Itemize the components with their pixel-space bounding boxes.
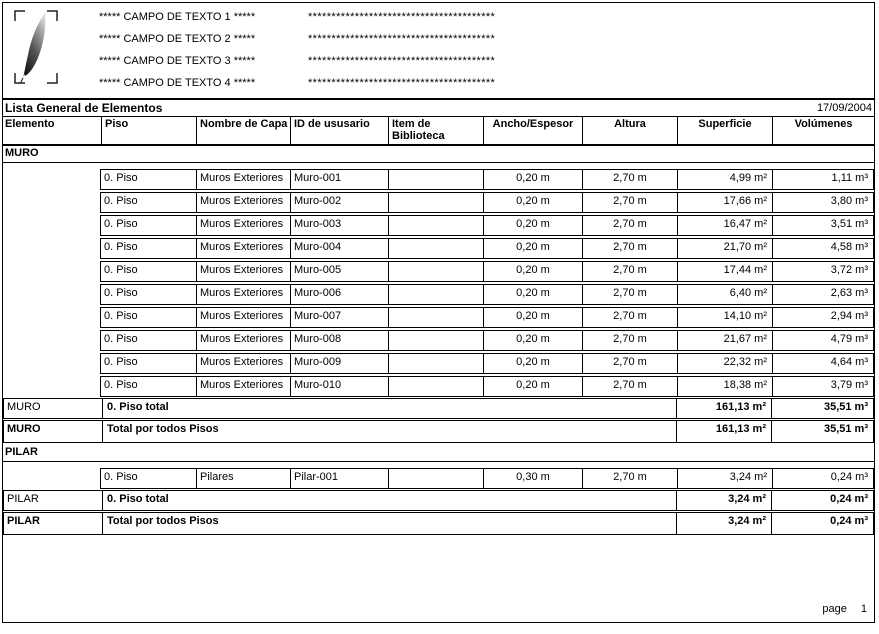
cell-volumenes: 3,51 m³	[772, 216, 873, 235]
cell-piso: 0. Piso	[104, 195, 138, 207]
group-header-muro: MURO	[3, 146, 874, 163]
cell-item-de-biblioteca	[388, 239, 483, 258]
cell-volumenes: 0,24 m³	[772, 469, 873, 488]
total-volumenes: 35,51 m³	[771, 399, 873, 418]
cell-superficie: 14,10 m²	[677, 308, 772, 327]
total-label: 0. Piso total	[102, 491, 676, 510]
cell-altura: 2,70 m	[582, 239, 677, 258]
cell-id-de-usuario: Muro-003	[290, 216, 388, 235]
cell-volumenes: 1,11 m³	[772, 170, 873, 189]
cell-item-de-biblioteca	[388, 262, 483, 281]
cell-altura: 2,70 m	[582, 170, 677, 189]
cell-ancho-espesor: 0,20 m	[483, 239, 582, 258]
total-volumenes: 0,24 m³	[771, 513, 873, 534]
table-row	[100, 353, 874, 374]
col-header-altura: Altura	[582, 117, 677, 144]
cell-item-de-biblioteca	[388, 285, 483, 304]
cell-superficie: 4,99 m²	[677, 170, 772, 189]
group-rows-muro	[3, 169, 874, 397]
elemento-column-spacer	[3, 468, 100, 489]
cell-piso: 0. Piso	[104, 218, 138, 230]
page-footer	[822, 603, 867, 615]
cell-item-de-biblioteca	[388, 193, 483, 212]
col-header-superficie: Superficie	[677, 117, 772, 144]
cell-ancho-espesor: 0,20 m	[483, 354, 582, 373]
cell-superficie: 6,40 m²	[677, 285, 772, 304]
total-label: 0. Piso total	[102, 399, 676, 418]
header-field-row	[3, 73, 874, 95]
cell-altura: 2,70 m	[582, 285, 677, 304]
cell-nombre-de-capa: Muros Exteriores	[196, 262, 290, 281]
cell-ancho-espesor: 0,20 m	[483, 377, 582, 396]
cell-piso: 0. Piso	[104, 379, 138, 391]
page-label: page	[822, 603, 847, 615]
header-field-row	[3, 51, 874, 73]
total-superficie: 3,24 m²	[676, 513, 771, 534]
group-rows-pilar	[3, 468, 874, 489]
cell-ancho-espesor: 0,20 m	[483, 170, 582, 189]
cell-nombre-de-capa: Muros Exteriores	[196, 285, 290, 304]
table-row	[100, 238, 874, 259]
group-header-pilar: PILAR	[3, 445, 874, 462]
cell-superficie: 3,24 m²	[677, 469, 772, 488]
cell-id-de-usuario: Muro-005	[290, 262, 388, 281]
page-frame	[2, 2, 875, 623]
header-field-value: ****************************************	[308, 33, 496, 45]
page-number: 1	[860, 603, 867, 615]
page-title: Lista General de Elementos	[5, 101, 163, 115]
cell-ancho-espesor: 0,20 m	[483, 193, 582, 212]
total-label: Total por todos Pisos	[102, 421, 676, 442]
cell-nombre-de-capa: Muros Exteriores	[196, 193, 290, 212]
cell-altura: 2,70 m	[582, 377, 677, 396]
cell-piso: 0. Piso	[104, 333, 138, 345]
cell-id-de-usuario: Muro-010	[290, 377, 388, 396]
cell-piso: 0. Piso	[104, 287, 138, 299]
total-elemento: MURO	[7, 423, 41, 435]
col-header-nombre-de-capa: Nombre de Capa	[196, 117, 290, 144]
total-elemento: PILAR	[7, 515, 40, 527]
cell-nombre-de-capa: Muros Exteriores	[196, 216, 290, 235]
col-header-item-de-biblioteca: Item de Biblioteca	[388, 117, 483, 144]
header-field-label: ***** CAMPO DE TEXTO 4 *****	[99, 77, 256, 89]
header-field-value: ****************************************	[308, 77, 496, 89]
cell-item-de-biblioteca	[388, 331, 483, 350]
report-header	[3, 3, 874, 100]
cell-piso: 0. Piso	[104, 356, 138, 368]
cell-volumenes: 3,79 m³	[772, 377, 873, 396]
table-row	[100, 261, 874, 282]
muro-piso-total-row	[3, 398, 874, 419]
total-elemento: PILAR	[7, 493, 39, 505]
total-volumenes: 35,51 m³	[771, 421, 873, 442]
report-date: 17/09/2004	[816, 102, 872, 114]
col-header-id-de-usuario: ID de ususario	[290, 117, 388, 144]
cell-ancho-espesor: 0,20 m	[483, 285, 582, 304]
elemento-column-spacer	[3, 169, 100, 397]
cell-volumenes: 4,58 m³	[772, 239, 873, 258]
cell-item-de-biblioteca	[388, 469, 483, 488]
cell-id-de-usuario: Pilar-001	[290, 469, 388, 488]
cell-volumenes: 4,64 m³	[772, 354, 873, 373]
total-label: Total por todos Pisos	[102, 513, 676, 534]
cell-piso: 0. Piso	[104, 264, 138, 276]
total-elemento: MURO	[7, 401, 41, 413]
cell-id-de-usuario: Muro-004	[290, 239, 388, 258]
cell-volumenes: 2,63 m³	[772, 285, 873, 304]
cell-nombre-de-capa: Pilares	[196, 469, 290, 488]
table-row	[100, 215, 874, 236]
table-row	[100, 330, 874, 351]
table-row	[100, 192, 874, 213]
cell-piso: 0. Piso	[104, 310, 138, 322]
col-header-volumenes: Volúmenes	[772, 117, 874, 144]
cell-piso: 0. Piso	[104, 241, 138, 253]
cell-item-de-biblioteca	[388, 170, 483, 189]
cell-nombre-de-capa: Muros Exteriores	[196, 377, 290, 396]
header-field-row	[3, 7, 874, 29]
cell-item-de-biblioteca	[388, 216, 483, 235]
cell-superficie: 17,44 m²	[677, 262, 772, 281]
cell-piso: 0. Piso	[104, 471, 138, 483]
cell-id-de-usuario: Muro-006	[290, 285, 388, 304]
cell-superficie: 18,38 m²	[677, 377, 772, 396]
cell-superficie: 21,70 m²	[677, 239, 772, 258]
pilar-grand-total-row	[3, 512, 874, 535]
cell-id-de-usuario: Muro-007	[290, 308, 388, 327]
cell-nombre-de-capa: Muros Exteriores	[196, 170, 290, 189]
col-header-elemento: Elemento	[5, 118, 55, 130]
cell-superficie: 16,47 m²	[677, 216, 772, 235]
cell-altura: 2,70 m	[582, 308, 677, 327]
cell-id-de-usuario: Muro-008	[290, 331, 388, 350]
header-text-fields	[3, 7, 874, 95]
total-volumenes: 0,24 m³	[771, 491, 873, 510]
header-field-label: ***** CAMPO DE TEXTO 2 *****	[99, 33, 256, 45]
cell-altura: 2,70 m	[582, 216, 677, 235]
cell-nombre-de-capa: Muros Exteriores	[196, 308, 290, 327]
cell-superficie: 17,66 m²	[677, 193, 772, 212]
cell-superficie: 21,67 m²	[677, 331, 772, 350]
cell-altura: 2,70 m	[582, 354, 677, 373]
cell-item-de-biblioteca	[388, 308, 483, 327]
cell-altura: 2,70 m	[582, 469, 677, 488]
cell-volumenes: 4,79 m³	[772, 331, 873, 350]
col-header-ancho-espesor	[483, 117, 582, 144]
cell-id-de-usuario: Muro-001	[290, 170, 388, 189]
cell-volumenes: 3,72 m³	[772, 262, 873, 281]
table-header-row	[3, 117, 874, 146]
total-superficie: 3,24 m²	[676, 491, 771, 510]
title-row	[3, 100, 874, 117]
table-row	[100, 376, 874, 397]
cell-item-de-biblioteca	[388, 354, 483, 373]
cell-id-de-usuario: Muro-002	[290, 193, 388, 212]
cell-superficie: 22,32 m²	[677, 354, 772, 373]
cell-altura: 2,70 m	[582, 331, 677, 350]
total-superficie: 161,13 m²	[676, 399, 771, 418]
header-field-label: ***** CAMPO DE TEXTO 3 *****	[99, 55, 256, 67]
muro-grand-total-row	[3, 420, 874, 443]
cell-piso: 0. Piso	[104, 172, 138, 184]
total-superficie: 161,13 m²	[676, 421, 771, 442]
cell-volumenes: 2,94 m³	[772, 308, 873, 327]
cell-altura: 2,70 m	[582, 193, 677, 212]
table-row	[100, 284, 874, 305]
cell-ancho-espesor: 0,20 m	[483, 308, 582, 327]
header-field-value: ****************************************	[308, 11, 496, 23]
table-row	[100, 307, 874, 328]
header-field-label: ***** CAMPO DE TEXTO 1 *****	[99, 11, 256, 23]
table-row	[100, 468, 874, 489]
header-field-value: ****************************************	[308, 55, 496, 67]
cell-nombre-de-capa: Muros Exteriores	[196, 239, 290, 258]
table-row	[100, 169, 874, 190]
cell-volumenes: 3,80 m³	[772, 193, 873, 212]
cell-nombre-de-capa: Muros Exteriores	[196, 331, 290, 350]
cell-nombre-de-capa: Muros Exteriores	[196, 354, 290, 373]
cell-ancho-espesor: 0,30 m	[483, 469, 582, 488]
col-header-ancho-espesor-label: Ancho/Espesor	[492, 118, 574, 130]
header-field-row	[3, 29, 874, 51]
pilar-piso-total-row	[3, 490, 874, 511]
cell-ancho-espesor: 0,20 m	[483, 331, 582, 350]
cell-altura: 2,70 m	[582, 262, 677, 281]
cell-ancho-espesor: 0,20 m	[483, 262, 582, 281]
col-header-piso: Piso	[101, 117, 196, 144]
cell-id-de-usuario: Muro-009	[290, 354, 388, 373]
cell-ancho-espesor: 0,20 m	[483, 216, 582, 235]
cell-item-de-biblioteca	[388, 377, 483, 396]
